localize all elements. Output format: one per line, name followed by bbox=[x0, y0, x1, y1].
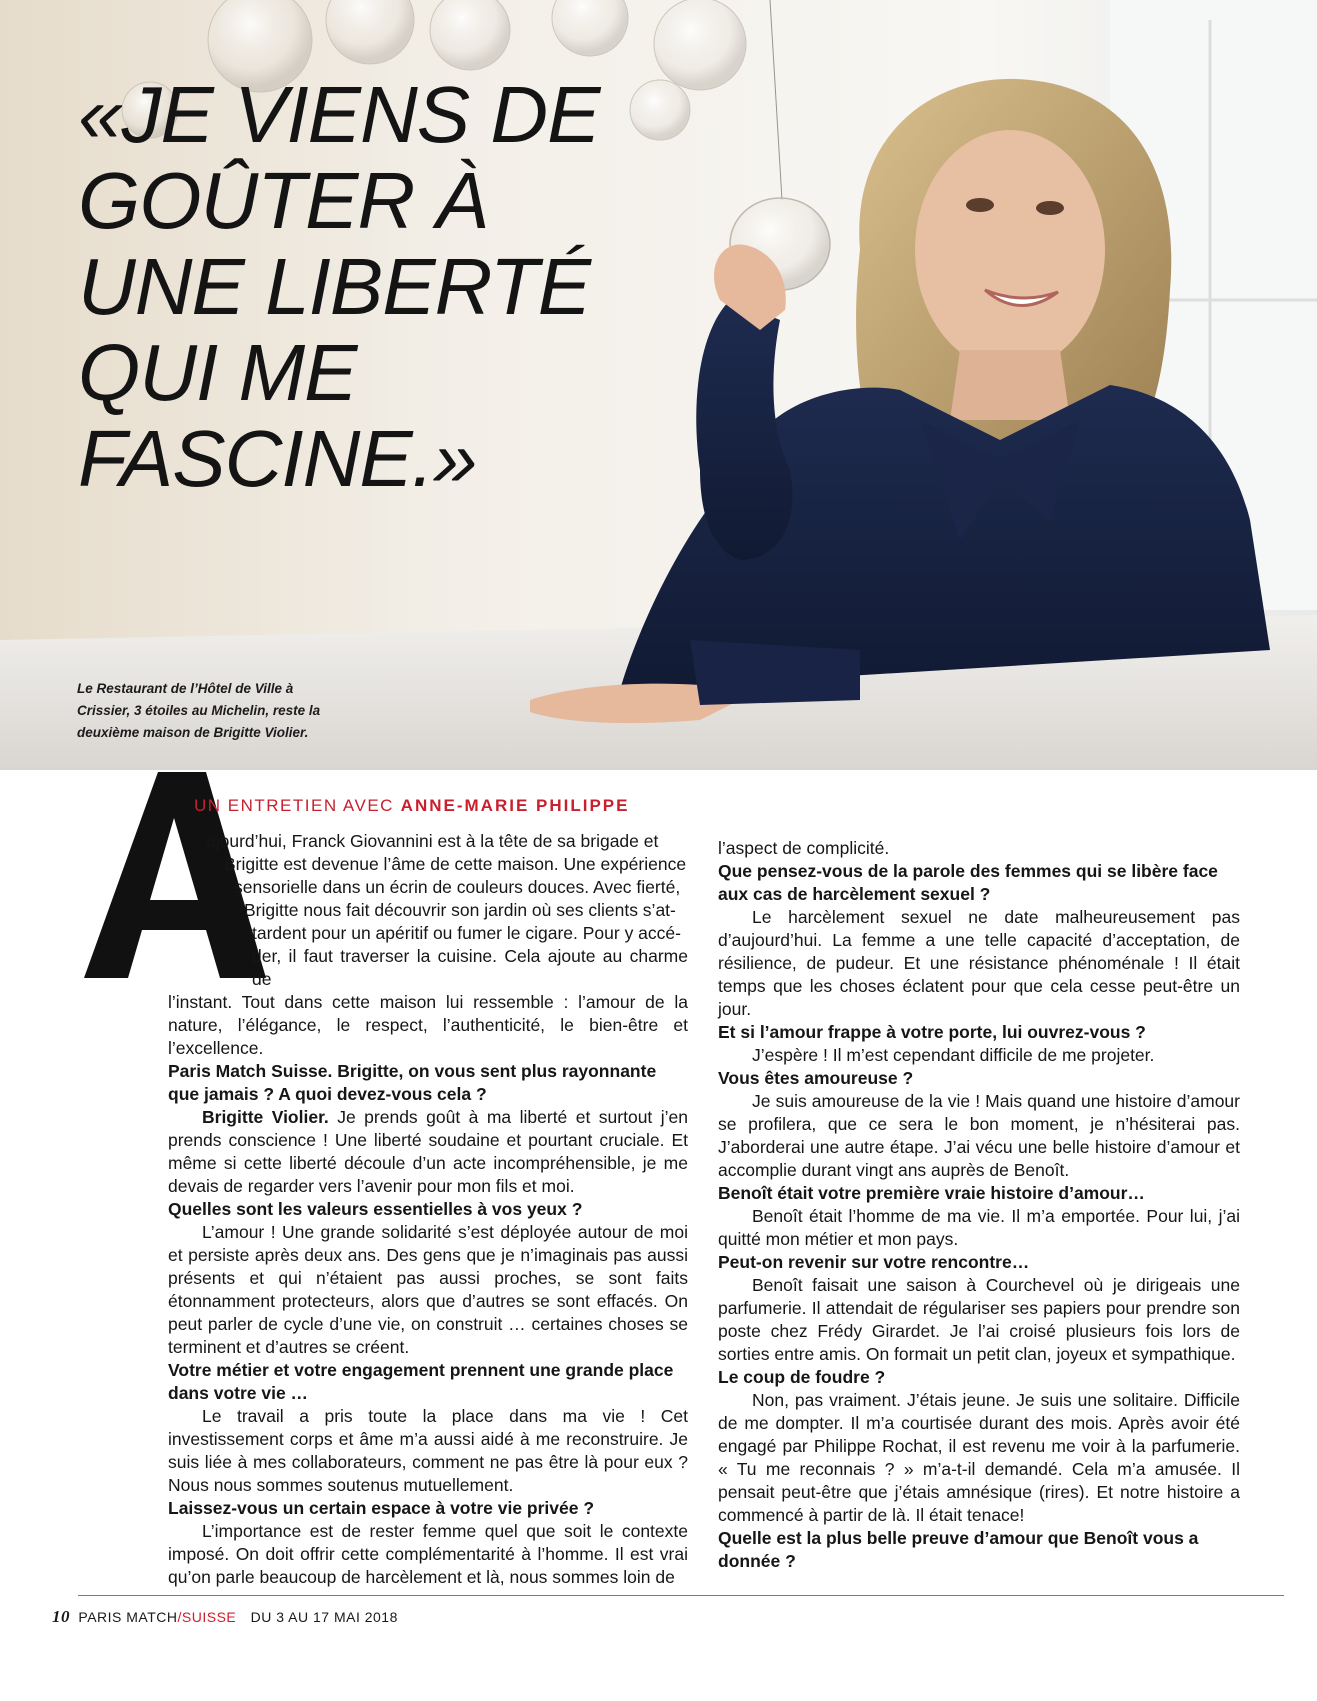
answer: Le harcèlement sexuel ne date malheureusement pas d’aujourd’hui. La femme a une telle capacité d’acceptation, de résilience, de pudeur. Et une résistance phénoménale ! Il était temps que les choses éclatent pour que cela cesse peut-être un jour. bbox=[718, 907, 1240, 1019]
magazine-name: PARIS MATCH bbox=[78, 1609, 178, 1625]
article-column-right bbox=[718, 837, 1240, 1573]
intro-paragraph: l’instant. Tout dans cette maison lui ressemble : l’amour de la nature, l’élégance, le respect, l’authenticité, le bien-être et l’excellence. bbox=[168, 992, 688, 1058]
intro-line: ujourd’hui, Franck Giovannini est à la tête de sa brigade et bbox=[206, 831, 659, 851]
photo-caption: Le Restaurant de l’Hôtel de Ville à Crissier, 3 étoiles au Michelin, reste la deuxième maison de Brigitte Violier. bbox=[77, 681, 321, 740]
intro-line: der, il faut traverser la cuisine. Cela ajoute au charme de bbox=[252, 946, 688, 989]
answer: J’espère ! Il m’est cependant difficile de me projeter. bbox=[752, 1045, 1155, 1065]
headline-quote: «JE VIENS DE GOÛTER À UNE LIBERTÉ QUI ME FASCINE.» bbox=[78, 70, 600, 503]
question: Quelles sont les valeurs essentielles à vos yeux ? bbox=[168, 1199, 583, 1219]
intro-line: sensorielle dans un écrin de couleurs douces. Avec fierté, bbox=[234, 877, 681, 897]
question: Laissez-vous un certain espace à votre vie privée ? bbox=[168, 1498, 595, 1518]
answer bbox=[168, 1106, 688, 1198]
question: Et si l’amour frappe à votre porte, lui ouvrez-vous ? bbox=[718, 1022, 1146, 1042]
intro-line: Brigitte nous fait découvrir son jardin où ses clients s’at- bbox=[244, 900, 676, 920]
byline-author: ANNE-MARIE PHILIPPE bbox=[400, 796, 630, 815]
question: Votre métier et votre engagement prennent une grande place dans votre vie … bbox=[168, 1360, 674, 1403]
interview-byline bbox=[194, 796, 629, 816]
speaker-name: Brigitte Violier. bbox=[202, 1107, 329, 1127]
page-number: 10 bbox=[52, 1607, 70, 1626]
footer-slash: / bbox=[177, 1609, 182, 1625]
question: Paris Match Suisse. Brigitte, on vous sent plus rayonnante que jamais ? A quoi devez-vous cela ? bbox=[168, 1061, 657, 1104]
question: Peut-on revenir sur votre rencontre… bbox=[718, 1252, 1030, 1272]
hero-photo bbox=[0, 0, 1317, 770]
page-footer bbox=[52, 1607, 398, 1627]
question: Que pensez-vous de la parole des femmes qui se libère face aux cas de harcèlement sexuel ? bbox=[718, 861, 1218, 904]
answer: Benoît faisait une saison à Courchevel où je dirigeais une parfumerie. Il attendait de régulariser ses papiers pour prendre son poste chez Frédy Girardet. Je l’ai croisé plusieurs fois lors de sorties entre amis. On formait un petit clan, joyeux et sympathique. bbox=[718, 1275, 1240, 1364]
answer: Benoît était l’homme de ma vie. Il m’a emportée. Pour lui, j’ai quitté mon métier et mon pays. bbox=[718, 1206, 1240, 1249]
question: Vous êtes amoureuse ? bbox=[718, 1068, 914, 1088]
answer: L’importance est de rester femme quel que soit le contexte imposé. On doit offrir cette complémentarité à l’homme. Il est vrai qu’on parle beaucoup de harcèlement et là, nous sommes loin de bbox=[168, 1521, 688, 1587]
answer: Je suis amoureuse de la vie ! Mais quand une histoire d’amour se profilera, que ce sera le bon moment, je n’hésiterai pas. J’aborderai une autre étape. J’ai vécu une belle histoire d’amour et accomplie durant vingt ans auprès de Benoît. bbox=[718, 1091, 1240, 1180]
footer-divider bbox=[78, 1595, 1284, 1596]
answer-continuation: l’aspect de complicité. bbox=[718, 838, 890, 858]
question: Quelle est la plus belle preuve d’amour que Benoît vous a donnée ? bbox=[718, 1528, 1199, 1571]
byline-prefix: UN ENTRETIEN AVEC bbox=[194, 796, 394, 815]
edition-name: SUISSE bbox=[181, 1609, 237, 1625]
answer: Le travail a pris toute la place dans ma vie ! Cet investissement corps et âme m’a aussi aidé à me reconstruire. Je suis liée à mes collaborateurs, comment ne pas être là pour eux ? Nous nous sommes soutenus mutuellement. bbox=[168, 1406, 688, 1495]
question: Le coup de foudre ? bbox=[718, 1367, 886, 1387]
question: Benoît était votre première vraie histoire d’amour… bbox=[718, 1183, 1145, 1203]
article-column-left bbox=[168, 830, 688, 1589]
answer: L’amour ! Une grande solidarité s’est déployée autour de moi et persiste après deux ans. Des gens que je n’imaginais pas aussi présents et qui n’étaient pas aussi proches, se sont faits étonnamment protecteurs, alors que d’autres se sont effacés. On peut parler de cycle d’une vie, on construit … certaines choses se terminent et d’autres se créent. bbox=[168, 1222, 688, 1357]
answer-text: Je prends goût à ma liberté et surtout j’en prends conscience ! Une liberté soudaine et pourtant cruciale. Et même si cette liberté découle d’un acte incompréhensible, je me devais de regarder vers l’avenir pour mon fils et moi. bbox=[168, 1107, 688, 1196]
issue-date: DU 3 AU 17 MAI 2018 bbox=[250, 1609, 398, 1625]
answer: Non, pas vraiment. J’étais jeune. Je suis une solitaire. Difficile de me dompter. Il m’a courtisée durant des mois. Après avoir été engagé par Philippe Rochat, il est revenu me voir à la parfumerie. « Tu me reconnais ? » m’a-t-il demandé. Cela m’a amusée. Il pensait peut-être que j’étais amnésique (rires). Et notre histoire a commencé à partir de là. Il était tenace! bbox=[718, 1390, 1240, 1525]
intro-line: Brigitte est devenue l’âme de cette maison. Une expérience bbox=[224, 854, 687, 874]
intro-line: tardent pour un apéritif ou fumer le cigare. Pour y accé- bbox=[252, 923, 681, 943]
